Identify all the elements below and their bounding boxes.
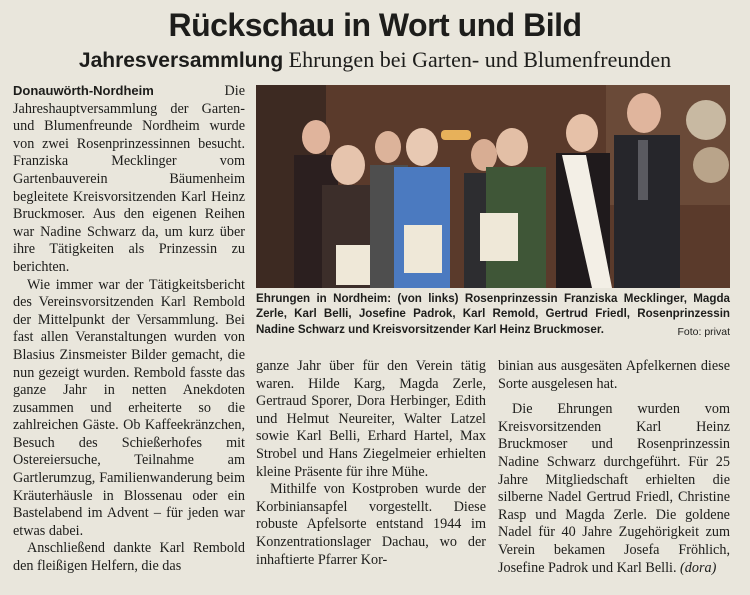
photo-credit: Foto: privat xyxy=(677,326,730,338)
paragraph-1: Die Jahreshauptversammlung der Garten- und Blumenfreunde Nordheim wurde von zwei Rosenprinzessinnen besucht. Franziska Mecklinger vom Gartenbauverein Bäumenheim begleitete Kreisvorsitzenden Karl Heinz Bruckmoser. Aus den eigenen Reihen war Nadine Schwarz da, um kurz über ihre Tätigkeiten als Prinzessin zu berichten. xyxy=(13,83,245,275)
column-2 xyxy=(256,358,486,569)
paragraph-2: Wie immer war der Tätigkeitsbericht des Vereinsvorsitzenden Karl Rembold der Mittelpunkt der Versammlung. Bei fast allen Veranstaltungen wurden von Blasius Zinsmeister Bilder gemacht, die nun gezeigt wurden. Rembold fasste das ganze Jahr in netten Anekdoten zusammen und erheiterte so die zahlreichen Gäste. Ob Kaffeekränzchen, Besuch des Schießerhofes mit Ostereiersuche, Teilnahme am Gartlerumzug, Familienwanderung beim Kräuterhäusle in Blossenau oder ein Bastelabend im Advent – für jeden war etwas dabei. xyxy=(13,276,245,539)
kicker: Jahresversammlung xyxy=(78,49,284,72)
subheadline-text: Ehrungen bei Garten- und Blumenfreunden xyxy=(288,47,672,72)
paragraph-4-start: Mithilfe von Kostproben wurde der Korbiniansapfel vorgestellt. Diese robuste Apfelsorte entstand 1944 im Konzentrationslager Dachau, wo der inhaftierte Pfarrer Kor- xyxy=(256,481,486,568)
paragraph-5: Die Ehrungen wurden vom Kreisvorsitzenden Karl Heinz Bruckmoser und Rosenprinzessin Nadine Schwarz durchgeführt. Für 25 Jahre Mitgliedschaft erhielten die silberne Nadel Gertrud Friedl, Christine Rasp und Magda Zerle. Die goldene Nadel für 40 Jahre Zugehörigkeit zum Verein bekamen Josefa Fröhlich, Josefine Padrok und Karl Belli. xyxy=(498,401,730,576)
author: (dora) xyxy=(680,559,717,576)
paragraph-3-cont: ganze Jahr über für den Verein tätig waren. Hilde Karg, Magda Zerle, Gertraud Sporer, Dora Herbinger, Edith und Helmut Neureiter, Walter Latzel sowie Karl Belli, Erhard Hartel, Max Strobel und Hans Ziegelmeier erhielten kleine Präsente für ihre Mühe. xyxy=(256,358,486,480)
column-1 xyxy=(13,82,245,575)
dateline: Donauwörth-Nordheim xyxy=(13,83,154,98)
group-photo-illustration xyxy=(256,85,730,288)
headline: Rückschau in Wort und Bild xyxy=(168,7,582,43)
column-3 xyxy=(498,358,730,577)
group-photo xyxy=(256,85,730,288)
subheadline xyxy=(0,46,750,75)
photo-caption: Ehrungen in Nordheim: (von links) Rosenprinzessin Franziska Mecklinger, Magda Zerle, Karl Belli, Josefine Padrok, Karl Remold, Gertrud Friedl, Rosenprinzessin Nadine Schwarz und Kreisvorsitzender Karl Heinz Bruckmoser. xyxy=(256,292,730,336)
paragraph-4-cont: binian aus ausgesäten Apfelkernen diese Sorte ausgelesen hat. xyxy=(498,358,730,392)
paragraph-3-start: Anschließend dankte Karl Rembold den fleißigen Helfern, die das xyxy=(13,540,245,575)
